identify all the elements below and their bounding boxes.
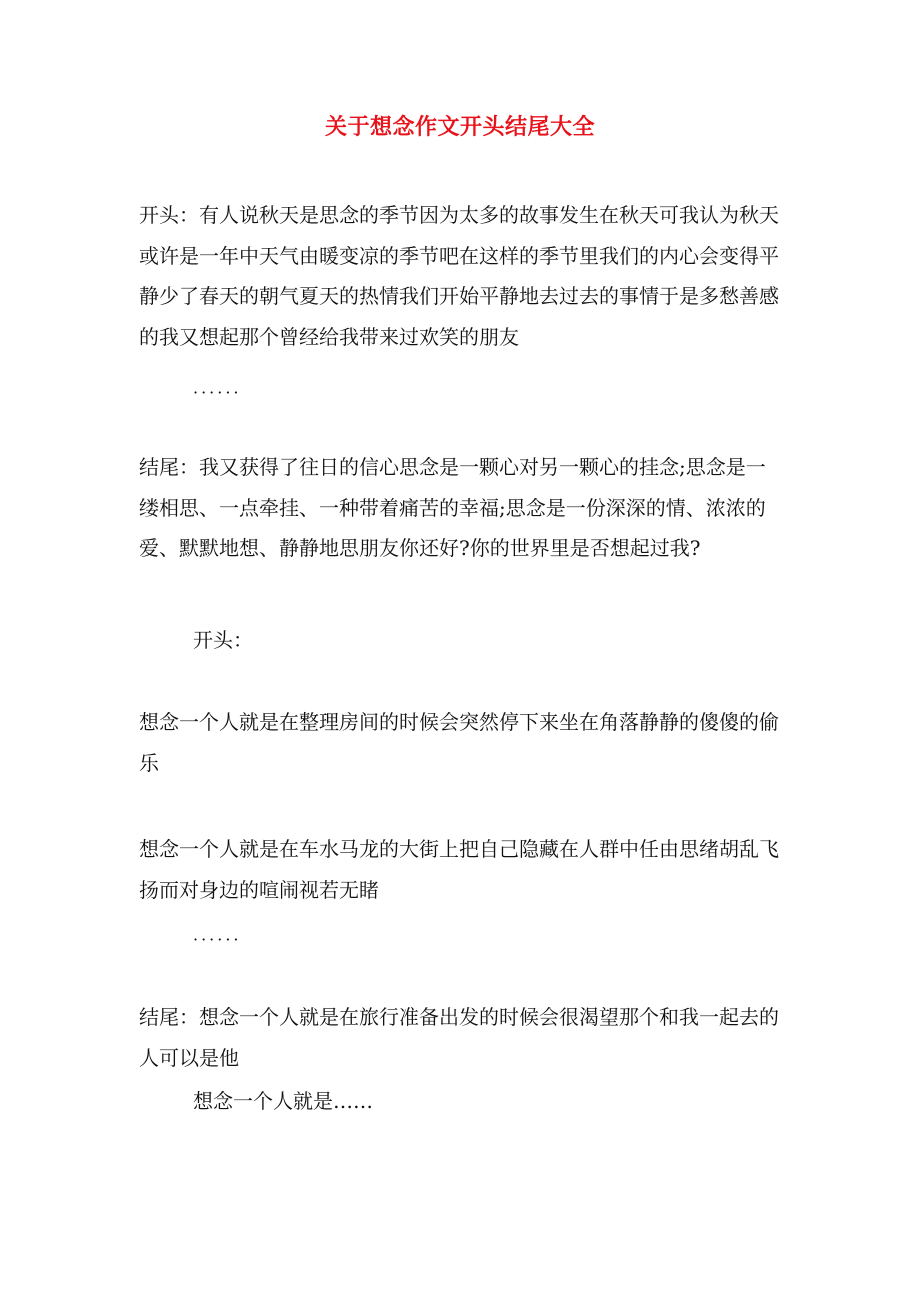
paragraph-opening-2: 想念一个人就是在整理房间的时候会突然停下来坐在角落静静的傻傻的偷乐 bbox=[139, 710, 779, 775]
paragraph-opening-3: 想念一个人就是在车水马龙的大街上把自己隐藏在人群中任由思绪胡乱飞扬而对身边的喧闹视若无睹 bbox=[139, 837, 779, 902]
document-title: 关于想念作文开头结尾大全 bbox=[324, 114, 595, 140]
paragraph-ending-1: 结尾：我又获得了往日的信心思念是一颗心对另一颗心的挂念;思念是一缕相思、一点牵挂、一种带着痛苦的幸福;思念是一份深深的情、浓浓的爱、默默地想、静静地思朋友你还好?你的世界里是否想起过我? bbox=[139, 455, 766, 560]
ellipsis-2: ······ bbox=[193, 930, 242, 949]
ellipsis-1: ······ bbox=[193, 383, 242, 402]
paragraph-opening-1: 开头：有人说秋天是思念的季节因为太多的故事发生在秋天可我认为秋天或许是一年中天气由暖变凉的季节吧在这样的季节里我们的内心会变得平静少了春天的朝气夏天的热情我们开始平静地去过去的事情于是多愁善感的我又想起那个曾经给我带来过欢笑的朋友 bbox=[139, 203, 779, 349]
paragraph-ending-3: 想念一个人就是…… bbox=[193, 1089, 373, 1113]
paragraph-ending-2: 结尾：想念一个人就是在旅行准备出发的时候会很渴望那个和我一起去的人可以是他 bbox=[139, 1005, 779, 1070]
paragraph-opening-label: 开头： bbox=[193, 628, 253, 652]
